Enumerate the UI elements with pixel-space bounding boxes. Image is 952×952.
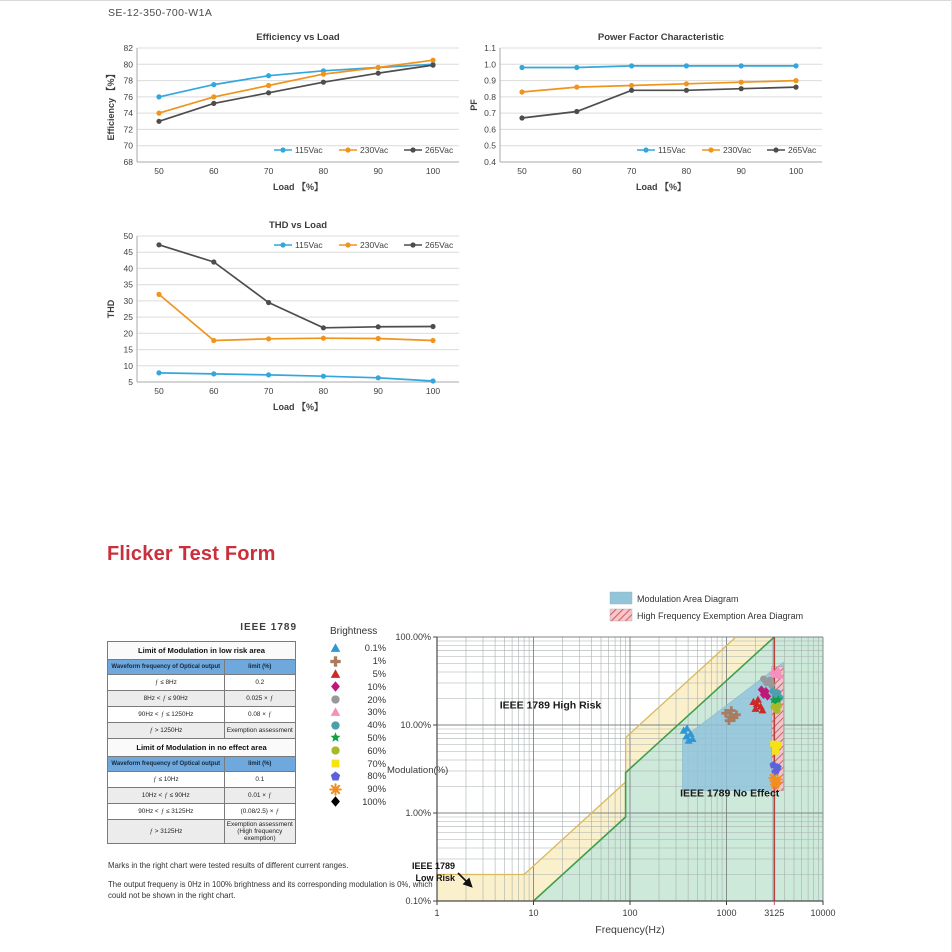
star-marker (331, 733, 341, 742)
svg-text:1000: 1000 (716, 908, 737, 918)
svg-text:265Vac: 265Vac (425, 145, 454, 155)
svg-text:76: 76 (123, 91, 133, 102)
pentagon-legend-icon (328, 770, 343, 783)
legend-item-265Vac (404, 145, 454, 155)
table-cell: 8Hz < f ≤ 90Hz (108, 691, 225, 707)
svg-text:115Vac: 115Vac (295, 240, 323, 250)
circle-legend-icon (328, 719, 343, 732)
series-265Vac (156, 63, 435, 124)
table-row (108, 707, 296, 723)
brightness-legend-label: 60% (367, 745, 386, 756)
svg-text:50: 50 (154, 166, 164, 176)
table-section-title: Limit of Modulation in no effect area (108, 739, 296, 757)
svg-text:0.4: 0.4 (484, 157, 496, 167)
table-header-cell: Waveform frequency of Optical output (108, 757, 225, 772)
svg-text:0.7: 0.7 (484, 108, 496, 119)
brightness-legend-item (328, 693, 386, 706)
table-row (108, 820, 296, 844)
table-row (108, 788, 296, 804)
brightness-legend-label: 30% (367, 707, 386, 718)
svg-text:70: 70 (263, 166, 274, 176)
brightness-legend-item (328, 732, 386, 745)
legend-item-230Vac (702, 145, 752, 155)
svg-text:265Vac: 265Vac (788, 145, 817, 155)
plus-legend-icon (328, 655, 343, 668)
svg-text:115Vac: 115Vac (658, 145, 686, 155)
brightness-legend-item (328, 655, 386, 668)
table-cell: (0.08/2.5) × f (224, 804, 295, 820)
svg-text:25: 25 (123, 312, 133, 323)
legend-item-230Vac (339, 240, 389, 250)
brightness-legend-item (328, 680, 386, 693)
svg-text:90: 90 (373, 166, 383, 176)
svg-text:35: 35 (123, 279, 133, 290)
svg-text:60: 60 (209, 166, 219, 176)
svg-text:100: 100 (425, 166, 441, 176)
square-legend-icon (328, 757, 343, 770)
page-top-border (0, 0, 952, 1)
brightness-legend-label: 90% (367, 784, 386, 795)
svg-text:0.6: 0.6 (484, 124, 496, 135)
svg-text:50: 50 (517, 166, 527, 176)
svg-text:1: 1 (434, 908, 440, 918)
svg-text:Low Risk: Low Risk (415, 873, 455, 883)
brightness-legend-label: 70% (367, 758, 386, 769)
triangle-legend-icon (328, 668, 343, 681)
table-header-row (108, 660, 296, 675)
thd-chart-svg (103, 216, 465, 418)
svg-text:THD vs Load: THD vs Load (268, 220, 328, 231)
table-header-cell: Waveform frequency of Optical output (108, 660, 225, 675)
efficiency-vs-load-chart (103, 28, 465, 203)
area-legend-item (610, 592, 739, 604)
ieee-1789-caption: IEEE 1789 (240, 622, 297, 633)
brightness-legend-items (328, 642, 386, 808)
brightness-legend-label: 50% (367, 732, 386, 743)
area-legend-swatch (610, 609, 632, 621)
area-legend-swatch (610, 592, 632, 604)
flicker-modulation-chart (385, 585, 847, 950)
svg-text:74: 74 (123, 108, 133, 119)
svg-text:72: 72 (123, 124, 133, 135)
triangle-legend-icon (328, 642, 343, 655)
svg-text:80: 80 (318, 166, 329, 176)
table-cell: 10Hz < f ≤ 90Hz (108, 788, 225, 804)
table-cell: f ≤ 10Hz (108, 772, 225, 788)
svg-text:10000: 10000 (810, 908, 836, 918)
svg-text:10: 10 (123, 360, 133, 371)
series-265Vac (519, 85, 798, 121)
table-cell: 90Hz < f ≤ 3125Hz (108, 804, 225, 820)
svg-text:265Vac: 265Vac (425, 240, 454, 250)
triangle-marker (331, 707, 341, 716)
svg-text:3125: 3125 (764, 908, 785, 918)
svg-text:100: 100 (622, 908, 638, 918)
svg-text:45: 45 (123, 247, 133, 258)
svg-text:Load 【%】: Load 【%】 (635, 182, 687, 192)
table-section-title-row (108, 642, 296, 660)
efficiency-chart-svg (103, 28, 465, 198)
area-legend-item (610, 609, 803, 621)
y-axis-label: Modulation(%) (387, 765, 449, 776)
svg-text:High Frequency Exemption Area: High Frequency Exemption Area Diagram (637, 611, 804, 621)
circle-marker (765, 678, 772, 685)
brightness-legend-item (328, 757, 386, 770)
page-title: SE-12-350-700-W1A (108, 7, 213, 19)
table-cell: f ≤ 8Hz (108, 675, 225, 691)
pf-chart-svg (466, 28, 828, 198)
table-cell: 0.025 × f (224, 691, 295, 707)
svg-text:100: 100 (425, 386, 441, 396)
table-row (108, 804, 296, 820)
circle-legend-icon (328, 744, 343, 757)
brightness-legend-item (328, 642, 386, 655)
legend-item-230Vac (339, 145, 389, 155)
x-axis-label: Frequency(Hz) (595, 924, 665, 936)
legend-item-265Vac (767, 145, 817, 155)
zone-label: IEEE 1789 High Risk (499, 699, 602, 712)
asterisk-legend-icon (328, 783, 343, 796)
brightness-legend-label: 10% (367, 681, 386, 692)
svg-text:Efficiency vs Load: Efficiency vs Load (256, 32, 340, 43)
table-row (108, 691, 296, 707)
table-cell: f > 1250Hz (108, 723, 225, 739)
svg-text:80: 80 (123, 59, 133, 70)
diamond-marker (331, 797, 340, 807)
section-title-flicker: Flicker Test Form (107, 543, 276, 565)
svg-text:90: 90 (373, 386, 383, 396)
legend-item-265Vac (404, 240, 454, 250)
svg-text:1.1: 1.1 (484, 43, 496, 53)
svg-text:THD: THD (106, 299, 116, 319)
brightness-legend-item (328, 770, 386, 783)
brightness-legend-item (328, 706, 386, 719)
table-section-title-row (108, 739, 296, 757)
star-legend-icon (328, 731, 343, 744)
svg-text:230Vac: 230Vac (723, 145, 752, 155)
svg-text:0.9: 0.9 (484, 75, 496, 86)
brightness-legend (328, 626, 386, 808)
svg-text:Efficiency 【%】: Efficiency 【%】 (106, 69, 116, 141)
low-risk-label: IEEE 1789 (411, 861, 455, 871)
svg-text:5: 5 (128, 377, 133, 387)
diamond-legend-icon (328, 795, 343, 808)
diamond-legend-icon (328, 680, 343, 693)
triangle-marker (331, 669, 341, 678)
svg-text:1.00%: 1.00% (405, 808, 431, 818)
svg-text:80: 80 (318, 386, 329, 396)
footnotes (108, 861, 453, 910)
svg-text:0.10%: 0.10% (405, 896, 431, 906)
zone-label: IEEE 1789 No Effect (680, 787, 780, 800)
svg-text:230Vac: 230Vac (360, 240, 389, 250)
svg-text:115Vac: 115Vac (295, 145, 323, 155)
circle-marker (774, 707, 781, 714)
table-header-cell: limit (%) (224, 660, 295, 675)
plus-marker (330, 656, 340, 666)
legend-item-115Vac (637, 145, 686, 155)
brightness-legend-item (328, 796, 386, 809)
brightness-legend-item (328, 668, 386, 681)
table-cell: 0.2 (224, 675, 295, 691)
circle-marker (331, 695, 339, 703)
brightness-legend-item (328, 783, 386, 796)
table-cell: 0.1 (224, 772, 295, 788)
svg-text:Power Factor Characteristic: Power Factor Characteristic (597, 32, 725, 43)
svg-text:100.00%: 100.00% (395, 632, 431, 642)
circle-marker (331, 747, 339, 755)
svg-text:50: 50 (154, 386, 164, 396)
ieee-1789-limit-table (107, 641, 296, 844)
svg-text:80: 80 (681, 166, 692, 176)
note-line: Marks in the right chart were tested results of different current ranges. (108, 861, 349, 870)
table-cell: Exemption assessment (224, 723, 295, 739)
svg-text:PF: PF (469, 99, 479, 111)
svg-text:20: 20 (123, 328, 133, 339)
circle-marker (331, 721, 339, 729)
brightness-legend-label: 0.1% (364, 643, 386, 654)
svg-text:68: 68 (123, 157, 133, 167)
svg-text:0.5: 0.5 (484, 140, 496, 151)
table-header-cell: limit (%) (224, 757, 295, 772)
circle-legend-icon (328, 693, 343, 706)
svg-text:78: 78 (123, 75, 133, 86)
thd-vs-load-chart (103, 216, 465, 423)
svg-text:Modulation Area Diagram: Modulation Area Diagram (637, 594, 739, 604)
brightness-legend-label: 100% (362, 796, 386, 807)
brightness-legend-item (328, 744, 386, 757)
flicker-chart-svg (385, 585, 847, 945)
table-cell: 0.08 × f (224, 707, 295, 723)
svg-text:0.8: 0.8 (484, 91, 496, 102)
svg-text:50: 50 (123, 231, 133, 241)
svg-text:70: 70 (123, 140, 133, 151)
note-line: The output frequeny is 0Hz in 100% brightness and its corresponding modulation is 0%, which could not be shown in the right chart. (108, 880, 433, 900)
power-factor-chart (466, 28, 828, 203)
svg-text:15: 15 (123, 344, 133, 355)
square-marker (772, 748, 778, 754)
legend-item-115Vac (274, 145, 323, 155)
svg-text:82: 82 (123, 43, 133, 53)
svg-text:40: 40 (123, 263, 133, 274)
square-marker (332, 760, 340, 768)
svg-text:10.00%: 10.00% (400, 720, 431, 730)
asterisk-marker (330, 784, 340, 794)
table-cell: Exemption assessment (High frequency exemption) (224, 820, 295, 844)
legend-item-115Vac (274, 240, 323, 250)
svg-text:70: 70 (263, 386, 274, 396)
table-row (108, 723, 296, 739)
triangle-legend-icon (328, 706, 343, 719)
table-row (108, 772, 296, 788)
brightness-legend-title: Brightness (330, 626, 378, 637)
svg-text:60: 60 (572, 166, 582, 176)
svg-text:100: 100 (788, 166, 804, 176)
table-cell: f > 3125Hz (108, 820, 225, 844)
brightness-legend-item (328, 719, 386, 732)
brightness-legend-label: 5% (372, 668, 386, 679)
table-header-row (108, 757, 296, 772)
brightness-legend-label: 20% (367, 694, 386, 705)
svg-text:30: 30 (123, 295, 133, 306)
diamond-marker (331, 682, 340, 692)
svg-text:1.0: 1.0 (484, 59, 496, 70)
triangle-marker (331, 643, 341, 652)
table-cell: 90Hz < f ≤ 1250Hz (108, 707, 225, 723)
svg-text:60: 60 (209, 386, 219, 396)
svg-text:Load 【%】: Load 【%】 (272, 182, 324, 192)
table-row (108, 675, 296, 691)
svg-text:70: 70 (626, 166, 637, 176)
svg-text:90: 90 (736, 166, 746, 176)
square-marker (775, 742, 781, 748)
svg-text:10: 10 (528, 908, 539, 918)
brightness-legend-label: 1% (372, 656, 386, 667)
brightness-legend-label: 80% (367, 771, 386, 782)
table-section-title: Limit of Modulation in low risk area (108, 642, 296, 660)
brightness-legend-label: 40% (367, 720, 386, 731)
pentagon-marker (331, 771, 340, 780)
table-cell: 0.01 × f (224, 788, 295, 804)
svg-text:Load 【%】: Load 【%】 (272, 402, 324, 412)
svg-text:230Vac: 230Vac (360, 145, 389, 155)
